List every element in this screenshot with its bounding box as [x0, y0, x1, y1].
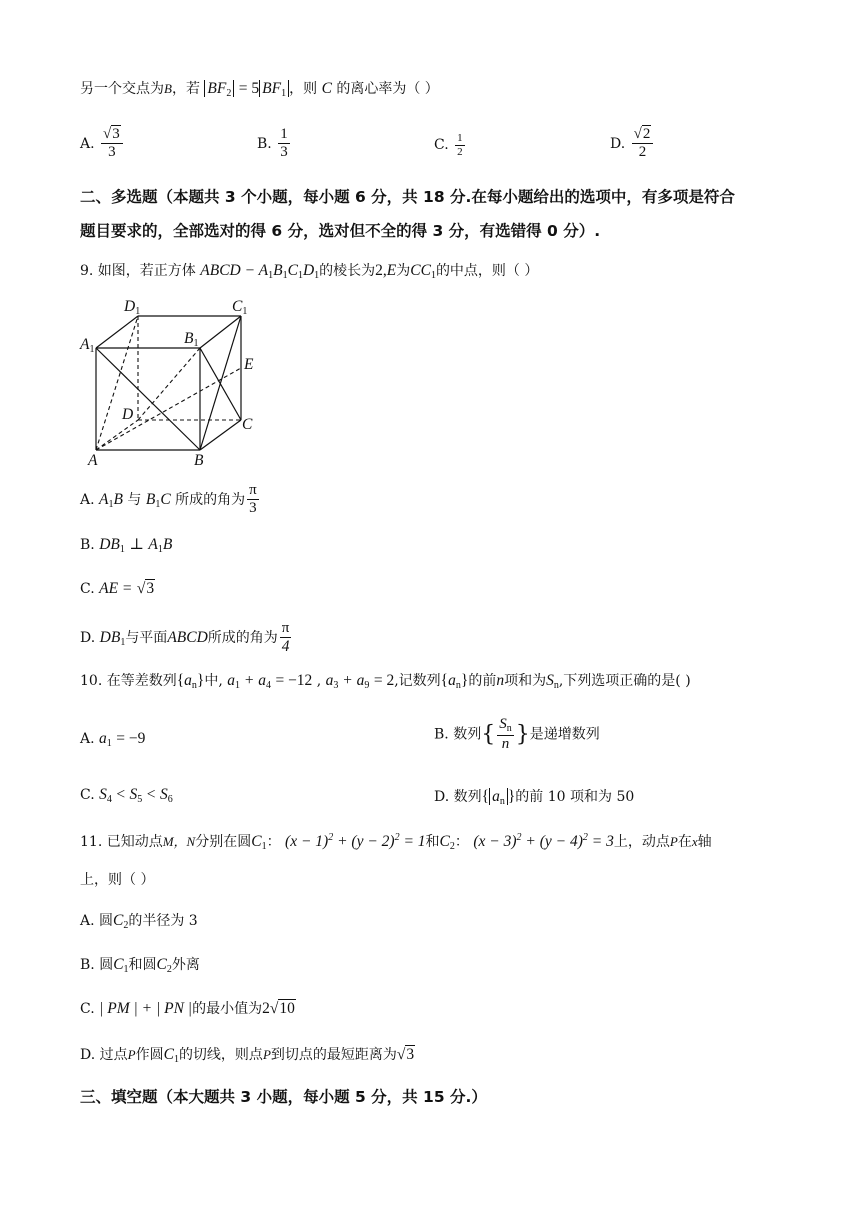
sub: 1 — [242, 306, 248, 317]
fraction — [455, 132, 465, 158]
q8-curve-c: C — [321, 80, 332, 97]
cube-name: ABCD − $A_1B_1C_1D_1$ — [200, 262, 320, 281]
section2-heading-line2: 题目要求的，全部选对的得 6 分，选对但不全的得 3 分，有选错得 0 分）. — [80, 222, 601, 240]
seq-a: a — [184, 672, 192, 689]
seq-s: S — [546, 672, 554, 689]
q9-point-e: E — [386, 262, 397, 279]
q11-stem: 11. 已知动点M，N分别在圆$C_1$： $(x - 1)^2 + (y - 2)^2 = 1$和$C_2$： $(x - 3)^2 + (y - 4)^2 = 3$上，动点P在x轴 — [80, 832, 712, 852]
q11-text: 在 — [677, 834, 692, 850]
q8-abs-bf2 — [204, 80, 234, 97]
q9-edge-length: 2, — [375, 262, 387, 279]
sub: 1 — [135, 306, 141, 317]
q11-point-p: P — [669, 834, 678, 849]
option-text: 所成的角为 — [207, 630, 278, 647]
fraction — [247, 482, 259, 518]
q10-eq2: = 2 — [373, 672, 395, 689]
radicand: 3 — [112, 126, 120, 142]
q10-option-a: A. $a_1 = -9$ — [80, 730, 146, 749]
fraction — [278, 126, 290, 162]
option-label: B. — [80, 537, 95, 553]
option-label: C. — [80, 581, 95, 597]
sub: 1 — [193, 338, 199, 349]
radicand: 3 — [146, 580, 155, 597]
label-letter: D — [124, 298, 136, 315]
edge-ad-hidden — [96, 420, 138, 450]
option-text: 的切线，则点 — [178, 1047, 263, 1063]
label-letter: C — [232, 298, 243, 315]
q9-text: 的棱长为 — [319, 263, 376, 279]
q11-option-d: D. 过点P作圆$C_1$的切线，则点P到切点的最短距离为√3 — [80, 1046, 415, 1065]
q11-points: M，N — [162, 834, 196, 849]
option-text: 到切点的最短距离为 — [270, 1047, 397, 1063]
option-label: C. — [434, 137, 449, 154]
q9-text: 的中点，则（ ） — [435, 263, 539, 279]
fraction: $\frac{S_n}{n}$ — [499, 716, 512, 752]
option-text: 的半径为 3 — [128, 913, 198, 929]
numerator: π — [280, 620, 292, 638]
option-label: A. — [80, 731, 95, 747]
denominator: 4 — [281, 638, 290, 656]
option-text: 和圆 — [128, 957, 157, 973]
q10-text: ,记数列 — [394, 673, 441, 689]
fraction — [101, 126, 123, 162]
label-b: B — [194, 452, 204, 469]
q11-text: 分别在圆 — [195, 834, 252, 850]
q8-option-c — [434, 132, 467, 158]
label-b1 — [184, 330, 198, 349]
q11-text: ： — [266, 834, 281, 850]
sqrt: √3 — [136, 580, 155, 597]
point-p: P — [262, 1047, 271, 1062]
q8-option-d — [610, 126, 655, 162]
cc: CC — [410, 262, 431, 279]
label-letter: B — [184, 330, 194, 347]
label-c: C — [242, 416, 253, 433]
option-text: 外离 — [171, 957, 200, 973]
circle2-expr: + (y − 4) — [525, 833, 583, 850]
option-expr: AE = — [99, 580, 133, 597]
q8-bf: BF — [262, 80, 282, 97]
q8-point-b: B — [164, 81, 172, 96]
q11-text: 11. 已知动点 — [80, 834, 163, 850]
label-letter: A — [80, 336, 90, 353]
circle2-expr: = 3 — [591, 833, 614, 850]
denominator: 3 — [249, 500, 257, 517]
sqrt: √10 — [269, 1000, 295, 1017]
sub: n — [191, 680, 197, 691]
q10-text: 中, — [204, 673, 223, 689]
q9-stem — [80, 262, 538, 282]
option-label: D. — [434, 789, 450, 805]
perp-symbol: ⊥ — [129, 536, 144, 553]
q8-eq: = 5 — [238, 80, 260, 97]
label-a1 — [80, 336, 94, 355]
sub: 1 — [89, 344, 95, 355]
cube-figure — [78, 296, 278, 476]
circle1-expr: (x − 1) — [285, 833, 329, 850]
denominator: 2 — [638, 144, 647, 161]
edge-bc — [200, 420, 241, 450]
option-text: 圆 — [99, 913, 114, 929]
option-label: A. — [80, 913, 95, 929]
fraction — [280, 620, 292, 656]
q11-axis-x: x — [691, 834, 698, 849]
label-d: D — [122, 406, 134, 423]
q9-text: 9. 如图，若正方体 — [80, 263, 196, 279]
q10-stem: 10. 在等差数列$\{a_n\}$中, $a_1 + a_4 = -12$ , $a_3 + a_9 = 2$,记数列$\{a_n\}$的前n项和为$S_n$,下列选项正确的是( ) — [80, 672, 691, 691]
q11-text: 轴 — [697, 834, 712, 850]
circle2-expr: (x − 3) — [473, 833, 517, 850]
numerator: 1 — [278, 126, 290, 144]
q8-text: 的离心率为（ ） — [336, 81, 439, 97]
option-text: 圆 — [99, 957, 114, 973]
lt: < — [116, 786, 126, 803]
plane-name: ABCD — [167, 629, 208, 647]
q8-text: 另一个交点为 — [80, 81, 164, 97]
q10-option-d: D. 数列{ $a_n$ }的前 10 项和为 50 — [434, 788, 635, 807]
option-label: D. — [80, 1047, 96, 1063]
option-text: 是递增数列 — [529, 726, 600, 743]
sqrt: √3 — [396, 1046, 415, 1063]
q10-eq1: = −12 — [275, 672, 313, 689]
option-text: 数列 — [453, 726, 482, 743]
q8-bf: BF — [207, 80, 227, 97]
section2-heading-line1: 二、多选题（本题共 3 个小题，每小题 6 分，共 18 分.在每小题给出的选项中，有多项是符合 — [80, 188, 735, 206]
option-label: A. — [80, 135, 95, 152]
option-text: 与平面 — [125, 630, 168, 647]
sqrt: √3 — [103, 126, 120, 142]
option-expr: = −9 — [116, 730, 146, 747]
q10-n: n — [496, 672, 505, 689]
option-label: B. — [80, 957, 95, 973]
option-label: B. — [257, 135, 272, 152]
radicand: 2 — [642, 126, 651, 142]
option-label: D. — [610, 135, 626, 152]
option-label: D. — [80, 630, 96, 647]
label-a: A — [88, 452, 98, 469]
q9-option-c — [80, 580, 155, 599]
q8-abs-bf1 — [259, 80, 289, 97]
option-text: 作圆 — [135, 1047, 164, 1063]
line-db1-hidden — [138, 348, 200, 420]
q11-text: ： — [454, 834, 469, 850]
option-text: 所成的角为 — [175, 491, 246, 508]
numerator: 1 — [457, 132, 463, 144]
line-bc1 — [200, 316, 241, 450]
cube-name-part: ABCD − A — [200, 262, 269, 279]
q8-text: ，若 — [171, 81, 200, 97]
option-text: 的前 10 项和为 50 — [515, 789, 635, 805]
denominator: 2 — [457, 145, 463, 158]
option-label: C. — [80, 1001, 95, 1017]
q8-text: ，则 — [289, 81, 318, 97]
q10-text: 10. 在等差数列 — [80, 673, 177, 689]
point-p: P — [127, 1047, 136, 1062]
option-label: B. — [434, 726, 449, 743]
q10-text: ,下列选项正确的是( ) — [558, 673, 691, 689]
lt: < — [146, 786, 156, 803]
sub: 2 — [226, 88, 232, 99]
q9-text: 为 — [396, 263, 411, 279]
q8-option-a — [80, 126, 125, 162]
circle1-expr: = 1 — [403, 833, 426, 850]
denominator: 3 — [108, 144, 116, 161]
q10-text: 项和为 — [504, 673, 547, 689]
q9-edge-cc1: $CC_1$ — [410, 262, 436, 281]
cube-diagram — [78, 296, 278, 472]
fraction — [632, 126, 654, 162]
q10-option-b: B. 数列{ $\frac{S_n}{n}$ }是递增数列 — [434, 716, 600, 752]
q11-option-b: B. 圆$C_1$和圆$C_2$外离 — [80, 956, 200, 975]
sub: 1 — [281, 88, 287, 99]
numerator: π — [247, 482, 259, 500]
label-e: E — [244, 356, 254, 373]
q11-text: 上，动点 — [613, 834, 670, 850]
q11-stem-line2: 上，则（ ） — [80, 872, 155, 888]
coef: 2 — [262, 1000, 270, 1017]
circle1-expr: + (y − 2) — [337, 833, 395, 850]
q8-option-b — [257, 126, 292, 162]
denominator: 3 — [280, 144, 288, 161]
option-expr: | PM | + | PN | — [99, 1000, 193, 1017]
option-text: 与 — [127, 491, 142, 508]
option-text: 过点 — [99, 1047, 128, 1063]
q9-option-a: A. $A_1B$ 与 $B_1C$ 所成的角为 $\frac{\pi}{3}$ — [80, 482, 257, 517]
radicand: 3 — [406, 1046, 415, 1063]
q11-text: 和 — [425, 834, 440, 850]
option-label: A. — [80, 491, 95, 508]
section3-heading: 三、填空题（本大题共 3 小题，每小题 5 分，共 15 分.） — [80, 1088, 487, 1106]
edge-a1d1 — [96, 316, 138, 348]
denominator: n — [501, 735, 510, 752]
option-text: 数列 — [453, 789, 482, 805]
line-a1b — [96, 348, 200, 450]
edge-b1c1 — [200, 316, 241, 348]
q11-option-c — [80, 1000, 296, 1019]
circle-c: C — [251, 833, 262, 850]
q10-text: 的前 — [468, 673, 497, 689]
q8-tail-line — [80, 80, 439, 100]
radicand: 10 — [279, 1000, 295, 1017]
sqrt: √2 — [633, 126, 651, 142]
option-label: C. — [80, 787, 95, 803]
q9-option-d: D. $DB_1$与平面ABCD所成的角为 $\frac{\pi}{4}$ — [80, 620, 290, 656]
label-d1 — [124, 298, 140, 317]
q11-option-a: A. 圆$C_2$的半径为 3 — [80, 912, 198, 931]
label-c1 — [232, 298, 247, 317]
q10-option-c: C. $S_4 < S_5 < S_6$ — [80, 786, 173, 805]
option-text: 的最小值为 — [192, 1001, 263, 1017]
q9-option-b: B. $DB_1$ ⊥ $A_1B$ — [80, 536, 173, 555]
